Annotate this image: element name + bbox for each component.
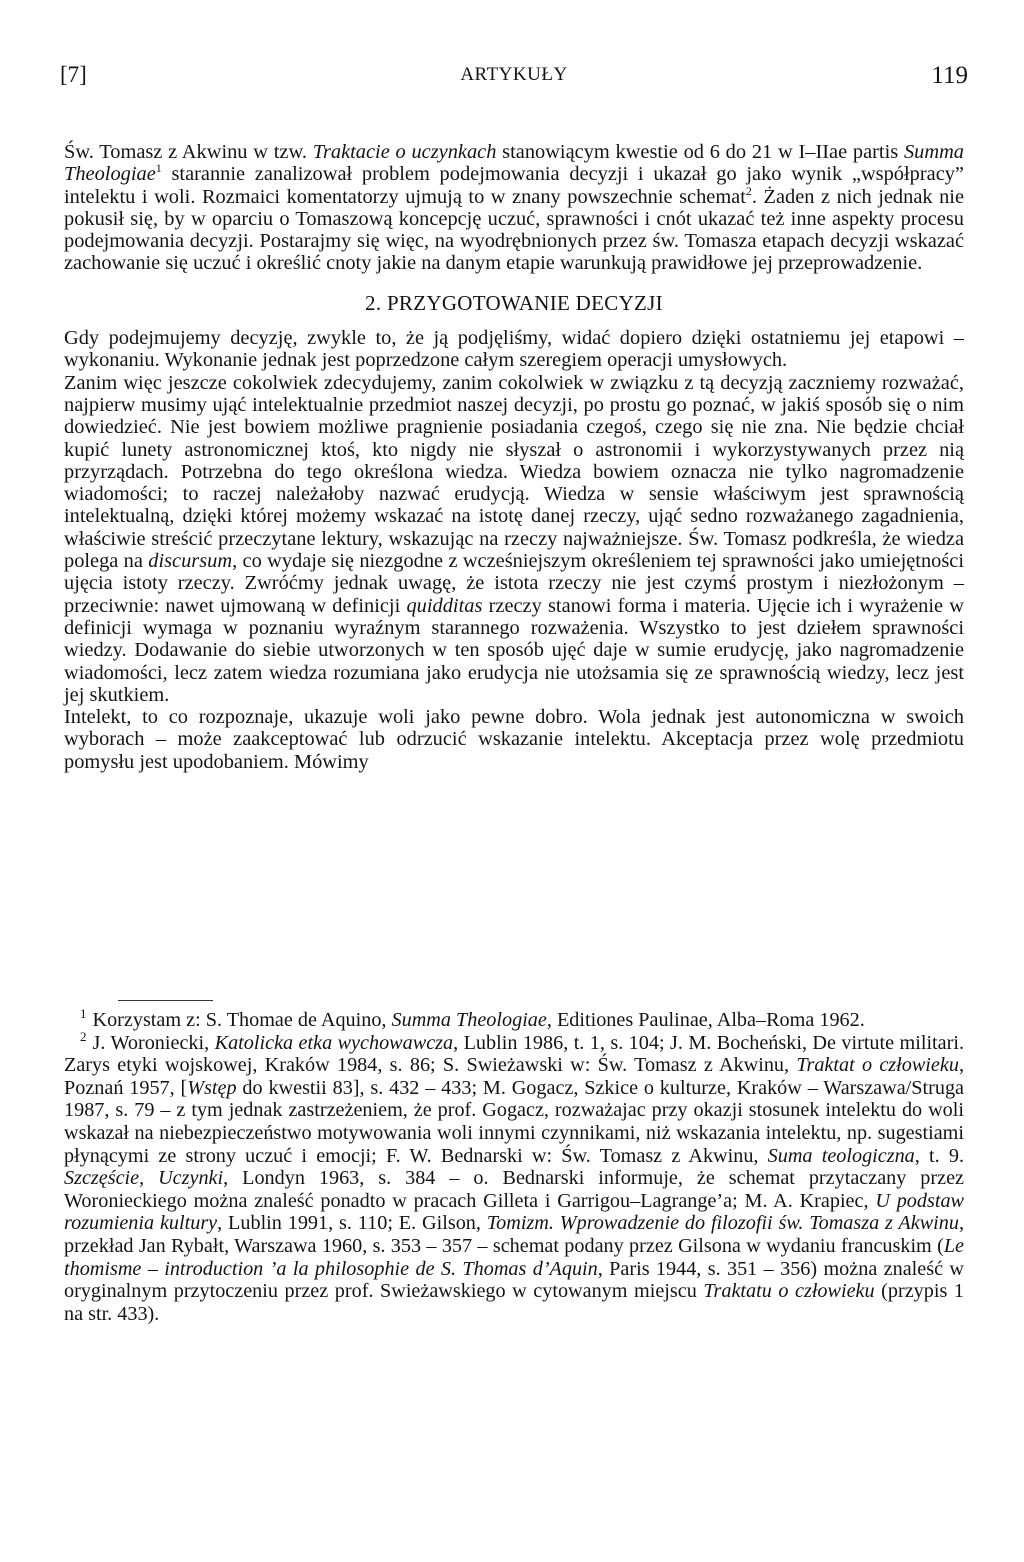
italic-run: Le thomisme – introduction ’a la philosophie de S. Thomas d’Aquin <box>64 1234 964 1280</box>
footnote-number: 2 <box>80 1028 87 1044</box>
italic-run: Summa Theologiae <box>64 141 964 186</box>
section-heading: 2. PRZYGOTOWANIE DECYZJI <box>365 290 663 315</box>
italic-run: Tomizm. Wprowadzenie do filozofii św. Tomasza z Akwinu <box>486 1212 959 1235</box>
italic-run: Traktatu o człowieku <box>703 1280 875 1303</box>
text-run: Korzystam z: S. Thomae de Aquino, <box>92 1009 392 1031</box>
italic-run: Summa Theologiae <box>391 1009 547 1031</box>
intro-paragraph <box>64 141 964 275</box>
italic-run: Traktacie o uczynkach <box>312 141 497 163</box>
text-run: , Editiones Paulinae, Alba–Roma 1962. <box>546 1009 865 1031</box>
running-head <box>60 62 968 96</box>
footnote-1 <box>64 1006 964 1032</box>
text-run: , Paris 1944, s. 351 – 356) można znaleść w oryginalnym przytoczeniu przez prof. Swieżawskiego w cytowanym miejscu <box>64 1257 965 1303</box>
paragraph <box>64 372 964 706</box>
text-run: , co wydaje się niezgodne z wcześniejszym określeniem tej sprawności jako umiejętności ujęcia istoty rzeczy. Zwróćmy jednak uwagę, że istota rzeczy nie jest czymś prostym i niezłożonym – przeciwnie: nawet ujmowaną w definicji <box>64 550 964 617</box>
italic-run: Wstęp <box>187 1076 237 1099</box>
paragraph: Intelekt, to co rozpoznaje, ukazuje woli jako pewne dobro. Wola jednak jest autonomiczna w swoich wyborach – może zaakceptować lub odrzucić wskazanie intelektu. Akceptacja przez wolę przedmiotu pomysłu jest upodobaniem. Mówimy <box>64 706 964 773</box>
text-run: , t. 9. <box>914 1144 965 1167</box>
text-run: Zanim więc jeszcze cokolwiek zdecydujemy, zanim cokolwiek w związku z tą decyzją zaczniemy rozważać, najpierw musimy ująć intelektualnie przedmiot naszej decyzji, po prostu go poznać, w jakiś sposób się o nim dowiedzieć. Nie jest bowiem możliwe pragnienie posiadania czegoś, czego się nie zna. Nie będzie chciał kupić lunety astronomicznej ktoś, kto nigdy nie słyszał o astronomii i wykorzystywanych przez nią przyrządach. Potrzebna do tego określona wiedza. Wiedza bowiem oznacza nie tylko nagromadzenie wiadomości; to raczej należałoby nazwać erudycją. Wiedza w sensie właściwym jest sprawnością intelektualną, dzięki której możemy wskazać na istotę danej rzeczy, ująć sedno rozważanego zagadnienia, właściwie streścić przeczytane lektury, wskazując na rzeczy najważniejsze. Św. Tomasz podkreśla, że wiedza polega na <box>64 371 964 573</box>
text-run: , Londyn 1963, s. 384 – o. Bednarski informuje, że schemat przytaczany przez Woronieckiego można znaleść ponadto w pracach Gilleta i Garrigou–Lagrange’a; M. A. Krapiec, <box>64 1167 964 1212</box>
text-run: J. Woroniecki, <box>92 1031 215 1054</box>
text-run: . Żaden z nich jednak nie pokusił się, by w oparciu o Tomaszową koncepcję uczuć, sprawności i cnót ukazać też inne aspekty procesu podejmowania decyzji. Postarajmy się więc, na wyodrębnionych przez św. Tomasza etapach decyzji wskazać zachowanie się uczuć i określić cnoty jakie na danym etapie warunkują prawidłowe jej przeprowadzenie. <box>64 185 965 275</box>
text-run: do kwestii 83], s. 432 – 433; M. Gogacz, Szkice o kulturze, Kraków – Warszawa/Struga 1987, s. 79 – z tym jednak zastrzeżeniem, że prof. Gogacz, rozważajac przy okazji stosunek intelektu do woli wskazał na niebezpieczeństwo motywowania woli innymi czynnikami, niż wskazania intelektu, np. sugestiami płynącymi ze strony uczuć i emocji; F. W. Bednarski w: Św. Tomasz z Akwinu, <box>64 1076 965 1167</box>
italic-run: Traktat o człowieku <box>796 1054 959 1077</box>
text-run: (przypis 1 na str. 433). <box>64 1280 964 1325</box>
text-run: starannie zanalizował problem podejmowania decyzji i ukazał go jako wynik „współpracy” intelektu i woli. Rozmaici komentatorzy ujmują to w znany powszechnie schemat <box>64 163 964 208</box>
footnotes <box>64 1006 965 1325</box>
italic-run: Katolicka etka wychowawcza <box>214 1031 454 1054</box>
footnote-number: 1 <box>80 1006 87 1022</box>
text-run: , Poznań 1957, [ <box>64 1054 964 1099</box>
footnote-ref: 1 <box>155 161 162 176</box>
italic-run: Szczęście, Uczynki <box>64 1167 224 1190</box>
text-run: rzeczy stanowi forma i materia. Ujęcie ich i wyrażenie w definicji wymaga w poznaniu wyraźnym starannego rozważenia. Wszystko to jest dziełem sprawności wiedzy. Dodawanie do siebie utworzonych w ten sposób ujęć daje w sumie erudycję, jako nagromadzenie wiadomości, lecz zatem wiedza rozumiana jako erudycja nie utożsamia się ze sprawnością wiedzy, lecz jest jej skutkiem. <box>64 594 964 706</box>
italic-run: discursum <box>148 550 233 573</box>
footnote-ref: 2 <box>745 183 752 198</box>
text-run: , przekład Jan Rybałt, Warszawa 1960, s. 353 – 357 – schemat podany przez Gilsona w wydaniu francuskim ( <box>64 1212 965 1257</box>
page-number: 119 <box>931 62 968 89</box>
main-text <box>64 141 964 773</box>
footnote-divider <box>118 1000 213 1001</box>
chapter-number: [7] <box>60 62 87 87</box>
italic-run: quidditas <box>406 594 483 617</box>
footnote-2 <box>64 1028 965 1326</box>
paragraph: Gdy podejmujemy decyzję, zwykle to, że ją podjęliśmy, widać dopiero dzięki ostatniemu jej etapowi – wykonaniu. Wykonanie jednak jest poprzedzone całym szeregiem operacji umysłowych. <box>64 327 964 372</box>
section-title: ARTYKUŁY <box>460 64 568 85</box>
text-run: , Lublin 1986, t. 1, s. 104; J. M. Bocheński, De virtute militari. Zarys etyki wojskowej, Kraków 1984, s. 86; S. Swieżawski w: Św. Tomasz z Akwinu, <box>64 1031 965 1077</box>
text-run: stanowiącym kwestie od 6 do 21 w I–IIae partis <box>496 141 904 163</box>
italic-run: Suma teologiczna <box>767 1144 915 1167</box>
text-run: Św. Tomasz z Akwinu w tzw. <box>64 141 313 163</box>
text-run: , Lublin 1991, s. 110; E. Gilson, <box>217 1212 487 1235</box>
italic-run: U podstaw rozumienia kultury <box>64 1189 965 1235</box>
